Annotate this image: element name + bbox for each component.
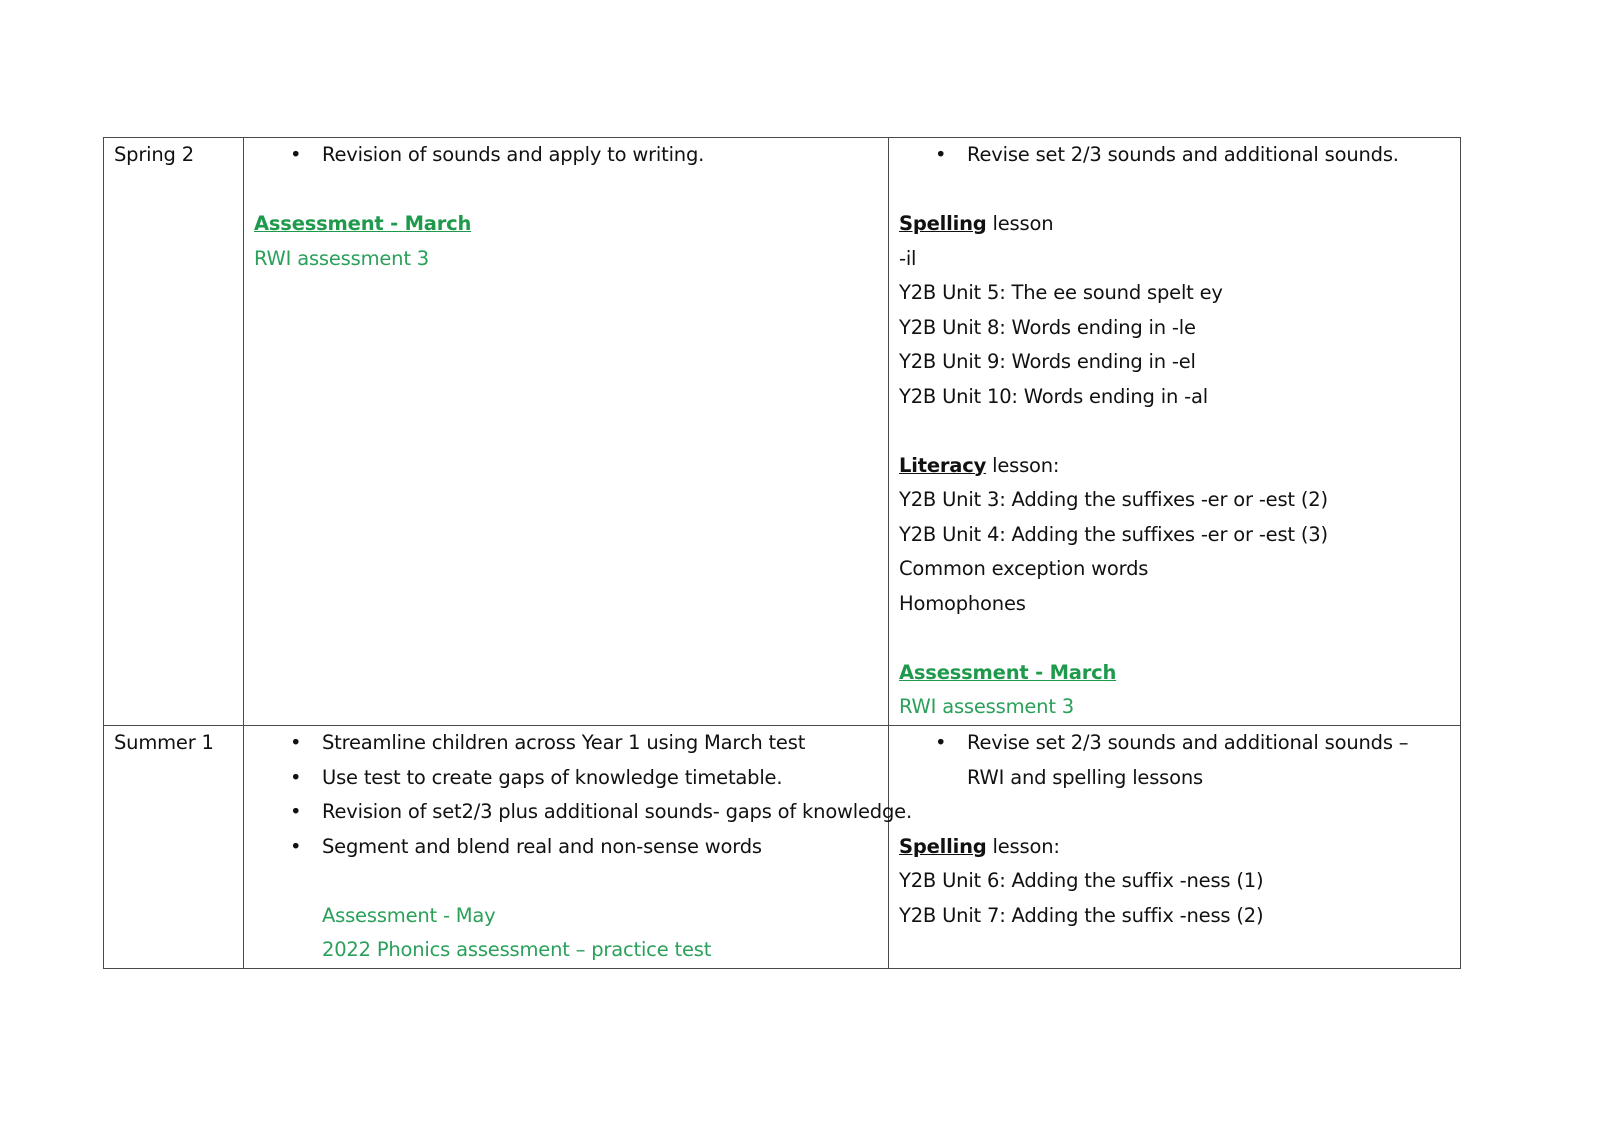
spelling-cell (889, 138, 1461, 726)
table-row-summer-1 (104, 726, 1461, 969)
list-item: Y2B Unit 9: Words ending in -el (899, 350, 1196, 373)
spelling-cell (889, 726, 1461, 969)
list-item: Y2B Unit 7: Adding the suffix -ness (2) (899, 903, 1264, 927)
assessment-text: 2022 Phonics assessment – practice test (322, 938, 712, 961)
term-cell (104, 138, 244, 726)
phonics-cell (244, 726, 912, 969)
bullet-item: • Use test to create gaps of knowledge timetable. (254, 761, 878, 796)
list-item: -il (899, 246, 917, 270)
bullet-item: • Segment and blend real and non-sense words (254, 830, 878, 865)
assessment-heading: Assessment - May (322, 903, 496, 927)
list-item: Y2B Unit 4: Adding the suffixes -er or -est (3) (899, 522, 1328, 546)
literacy-heading: Literacy (899, 453, 987, 477)
list-item: Homophones (899, 591, 1026, 615)
assessment-heading: Assessment - March (899, 660, 1117, 684)
list-item: Y2B Unit 8: Words ending in -le (899, 315, 1196, 339)
list-item: Common exception words (899, 557, 1149, 580)
literacy-heading-line (899, 449, 1450, 484)
curriculum-table (103, 137, 1461, 969)
bullet-item: • Revision of set2/3 plus additional sounds- gaps of knowledge. (254, 795, 878, 830)
spelling-heading-line (899, 207, 1450, 242)
literacy-heading-suffix: lesson: (986, 453, 1060, 477)
bullet-item: • Revise set 2/3 sounds and additional sounds. (899, 138, 1450, 173)
assessment-text: RWI assessment 3 (899, 695, 1074, 718)
spelling-heading-suffix: lesson (986, 212, 1054, 235)
spelling-heading-suffix: lesson: (986, 834, 1060, 858)
list-item: Y2B Unit 5: The ee sound spelt ey (899, 281, 1223, 304)
spelling-heading: Spelling (899, 834, 987, 858)
list-item: Y2B Unit 10: Words ending in -al (899, 384, 1208, 408)
bullet-item: • Revise set 2/3 sounds and additional sounds – RWI and spelling lessons (899, 726, 1450, 795)
assessment-heading: Assessment - March (254, 212, 472, 235)
spelling-heading-line (899, 830, 1450, 865)
table-row-spring-2 (104, 138, 1461, 726)
phonics-cell (244, 138, 889, 726)
term-label: Summer 1 (114, 731, 214, 754)
spelling-heading: Spelling (899, 212, 987, 235)
list-item: Y2B Unit 3: Adding the suffixes -er or -est (2) (899, 488, 1328, 511)
list-item: Y2B Unit 6: Adding the suffix -ness (1) (899, 869, 1264, 892)
bullet-item: • Revision of sounds and apply to writing. (254, 138, 878, 173)
term-cell (104, 726, 244, 969)
bullet-item: • Streamline children across Year 1 using March test (254, 726, 878, 761)
assessment-text: RWI assessment 3 (254, 246, 429, 270)
term-label: Spring 2 (114, 143, 194, 166)
